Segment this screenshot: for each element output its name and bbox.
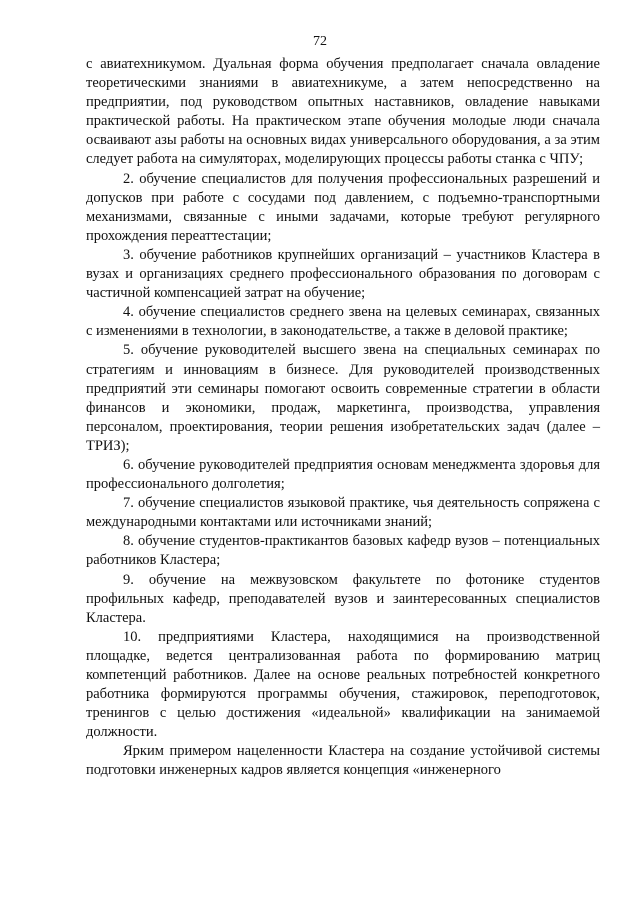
paragraph-concept: Ярким примером нацеленности Кластера на создание устойчивой системы подготовки инженерных кадров является концепция «инженерного [86,743,600,779]
list-item-2: 2. обучение специалистов для получения профессиональных разрешений и допусков при работе с сосудами под давлением, с подъемно-транспортными механизмами, связанные с иными задачами, которые требуют регулярного прохождения переаттестации; [86,170,600,244]
list-item-6: 6. обучение руководителей предприятия основам менеджмента здоровья для профессионального долголетия; [86,456,600,493]
paragraph-continuation: с авиатехникумом. Дуальная форма обучения предполагает сначала овладение теоретическими знаниями в авиатехникуме, а затем непосредственно на предприятии, под руководством опытных наставников, овладение навыками практической работы. На практическом этапе обучения молодые люди сначала осваивают азы работы на основных видах универсального оборудования, а за этим следует работа на симуляторах, моделирующих процессы работы станка с ЧПУ; [86,56,600,168]
list-item-5: 5. обучение руководителей высшего звена на специальных семинарах по стратегиям и инновациям в бизнесе. Для руководителей производственных предприятий эти семинары помогают освоить современные стратегии в области финансов и экономики, продаж, маркетинга, производства, управления персоналом, проектирования, теории решения изобретательских задач (далее – ТРИЗ); [86,342,600,454]
list-item-3: 3. обучение работников крупнейших организаций – участников Кластера в вузах и организациях среднего профессионального образования по договорам с частичной компенсацией затрат на обучение; [86,246,600,302]
page-number: 72 [313,34,327,49]
list-item-4: 4. обучение специалистов среднего звена на целевых семинарах, связанных с изменениями в технологии, в законодательстве, а также в деловой практике; [86,304,600,340]
body-text [86,55,600,781]
list-item-7: 7. обучение специалистов языковой практике, чья деятельность сопряжена с международными контактами или источниками знаний; [86,495,600,531]
list-item-10: 10. предприятиями Кластера, находящимися на производственной площадке, ведется централизованная работа по формированию матриц компетенций работников. Далее на основе реальных потребностей конкретного работника формируются программы обучения, стажировок, переподготовок, тренингов с целью достижения «идеальной» квалификации на занимаемой должности. [86,628,600,741]
list-item-9: 9. обучение на межвузовском факультете по фотонике студентов профильных кафедр, преподавателей вузов и заинтересованных специалистов Кластера. [86,571,600,626]
list-item-8: 8. обучение студентов-практикантов базовых кафедр вузов – потенциальных работников Кластера; [86,533,600,569]
